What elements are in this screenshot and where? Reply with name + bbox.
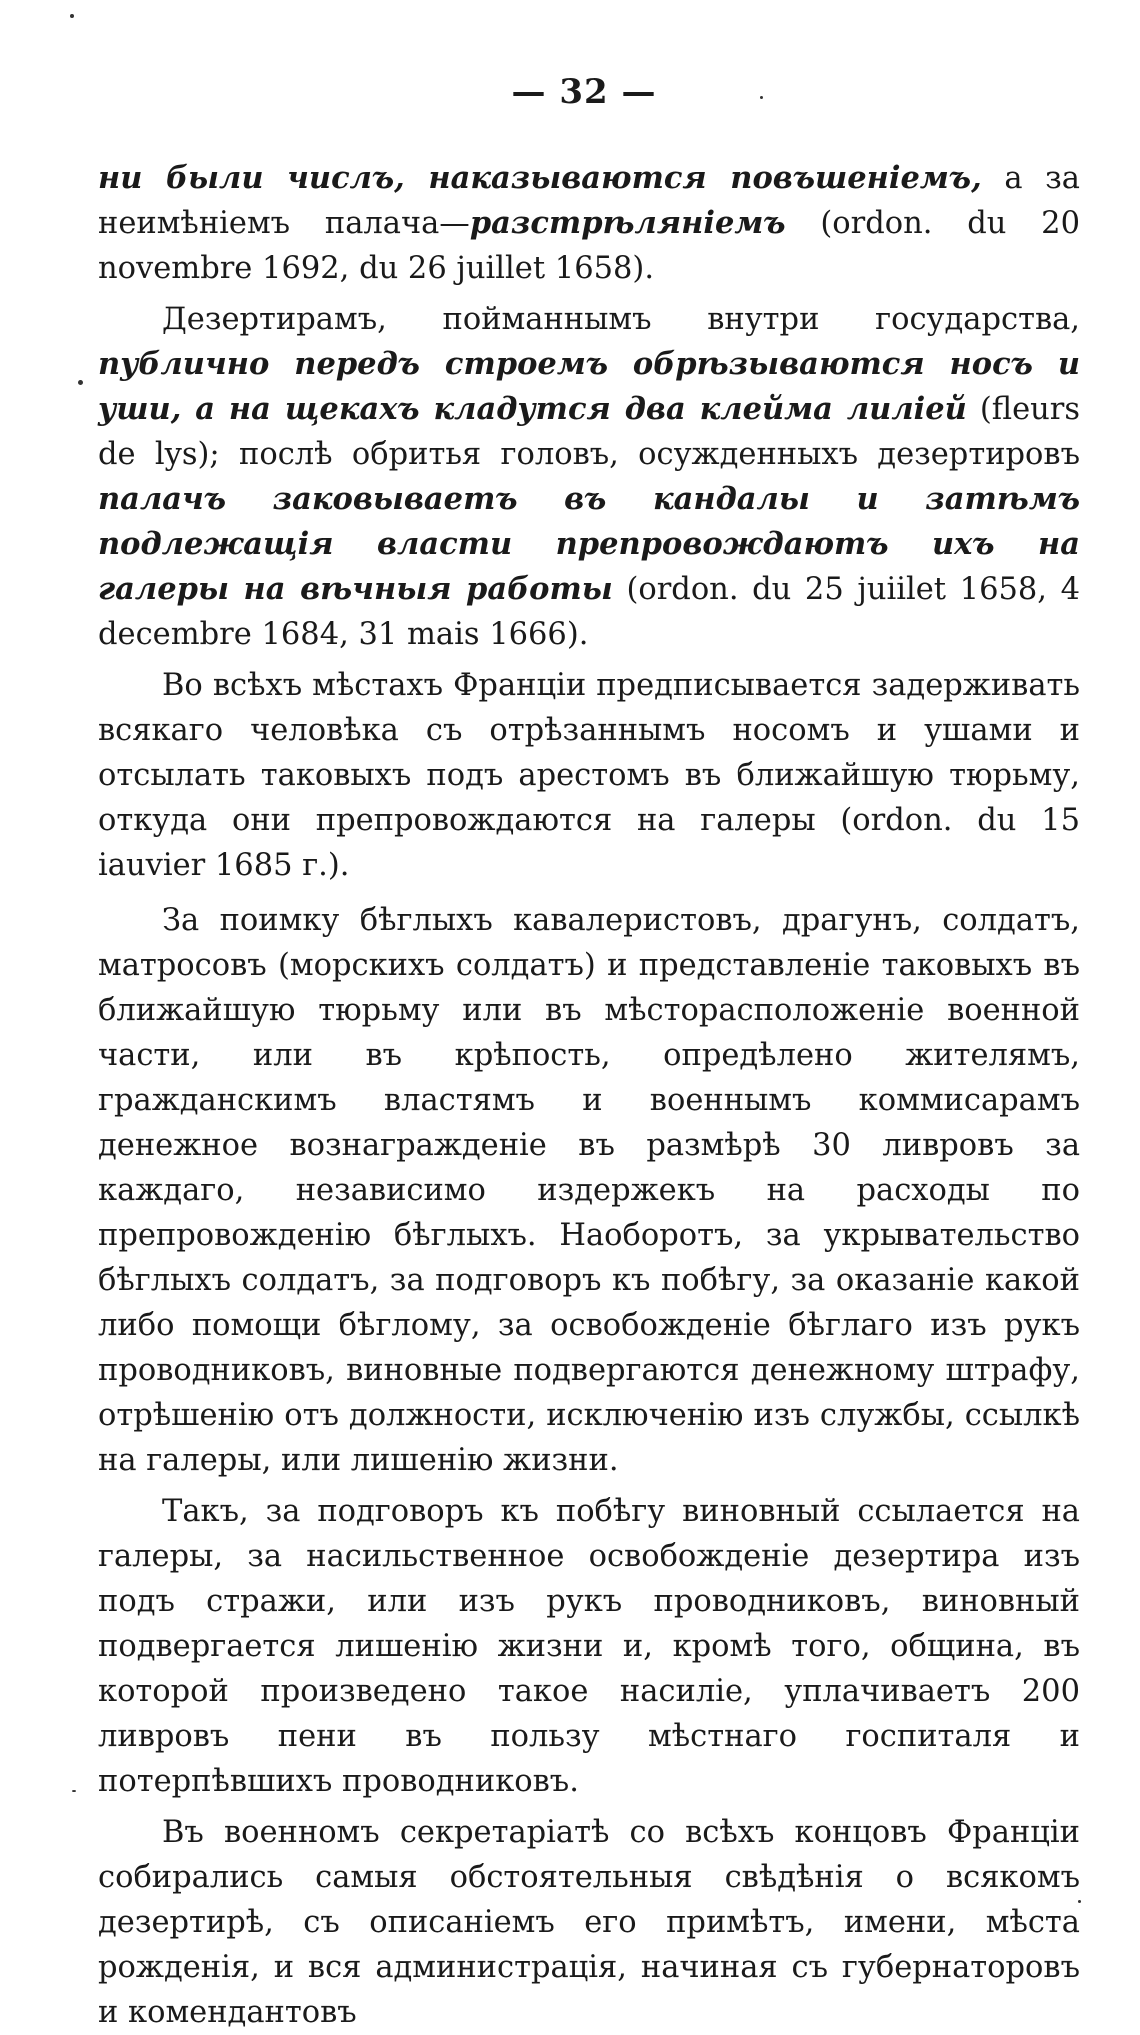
scan-speck [70, 14, 74, 18]
paragraph-6 [98, 1810, 1080, 2035]
text-regular: (ordon. du 20 novembre 1692, du 26 juillet 1658). [98, 206, 1080, 286]
paragraph-5 [98, 1489, 1080, 1804]
text-regular: (ordon. du 25 juiilet 1658, 4 decembre 1684, 31 mais 1666). [98, 572, 1081, 652]
scan-speck [72, 1790, 76, 1792]
text-regular: За поимку бѣглыхъ кавалеристовъ, драгунъ, солдатъ, матросовъ (морскихъ солдатъ) и представленіе таковыхъ въ ближайшую тюрьму или въ мѣсторасположеніе военной части, или въ крѣпость, опредѣлено жителямъ, гражданскимъ властямъ и военнымъ коммисарамъ денежное вознагражденіе въ размѣрѣ 30 ливровъ за каждаго, независимо издержекъ на расходы по препровожденію бѣглыхъ. Наоборотъ, за укрывательство бѣглыхъ солдатъ, за подговоръ къ побѣгу, за оказаніе какой либо помощи бѣглому, за освобожденіе бѣглаго изъ рукъ проводниковъ, виновные подвергаются денежному штрафу, отрѣшенію отъ должности, исключенію изъ службы, ссылкѣ на галеры, или лишенію жизни. [98, 903, 1080, 1478]
paragraph-4 [98, 898, 1080, 1483]
text-regular: Въ военномъ секретаріатѣ со всѣхъ концовъ Франціи собирались самыя обстоятельныя свѣдѣнія о всякомъ дезертирѣ, съ описаніемъ его примѣтъ, имени, мѣста рожденія, и вся администрація, начиная съ губернаторовъ и комендантовъ [98, 1815, 1080, 2030]
text-regular: Такъ, за подговоръ къ побѣгу виновный ссылается на галеры, за насильственное освобожденіе дезертира изъ подъ стражи, или изъ рукъ проводниковъ, виновный подвергается лишенію жизни и, кромѣ того, община, въ которой произведено такое насиліе, уплачиваетъ 200 ливровъ пени въ пользу мѣстнаго госпиталя и потерпѣвшихъ проводниковъ. [98, 1494, 1080, 1799]
text-regular: (fleurs de lys); послѣ обритья головъ, осужденныхъ дезертировъ [98, 392, 1080, 472]
text-regular: а за неимѣніемъ палача— [98, 161, 1080, 241]
scan-speck [78, 380, 83, 385]
text-regular: Во всѣхъ мѣстахъ Франціи предписывается задерживать всякаго человѣка съ отрѣзаннымъ носомъ и ушами и отсылать таковыхъ подъ арестомъ въ ближайшую тюрьму, откуда они препровождаются на галеры (ordon. du 15 iauvier 1685 г.). [98, 668, 1080, 883]
scan-speck [1078, 1900, 1081, 1903]
text-italic: разстрѣляніемъ [469, 205, 786, 241]
text-italic: палачъ заковываетъ въ кандалы и затѣмъ подлежащія власти препровождаютъ ихъ на галеры на вѣчныя работы [98, 481, 1080, 607]
paragraph-1 [98, 156, 1080, 291]
text-italic: публично передъ строемъ обрѣзываются носъ и уши, а на щекахъ кладутся два клейма лиліей [98, 346, 1080, 427]
text-italic: ни были числъ, наказываются повъшеніемъ, [98, 160, 982, 196]
text-regular: Дезертирамъ, пойманнымъ внутри государства, [162, 302, 1080, 337]
page-number: — 32 — [511, 72, 657, 112]
body-text [98, 156, 1080, 2035]
paragraph-2 [98, 297, 1080, 657]
scan-speck [760, 96, 763, 99]
paragraph-3 [98, 663, 1080, 888]
